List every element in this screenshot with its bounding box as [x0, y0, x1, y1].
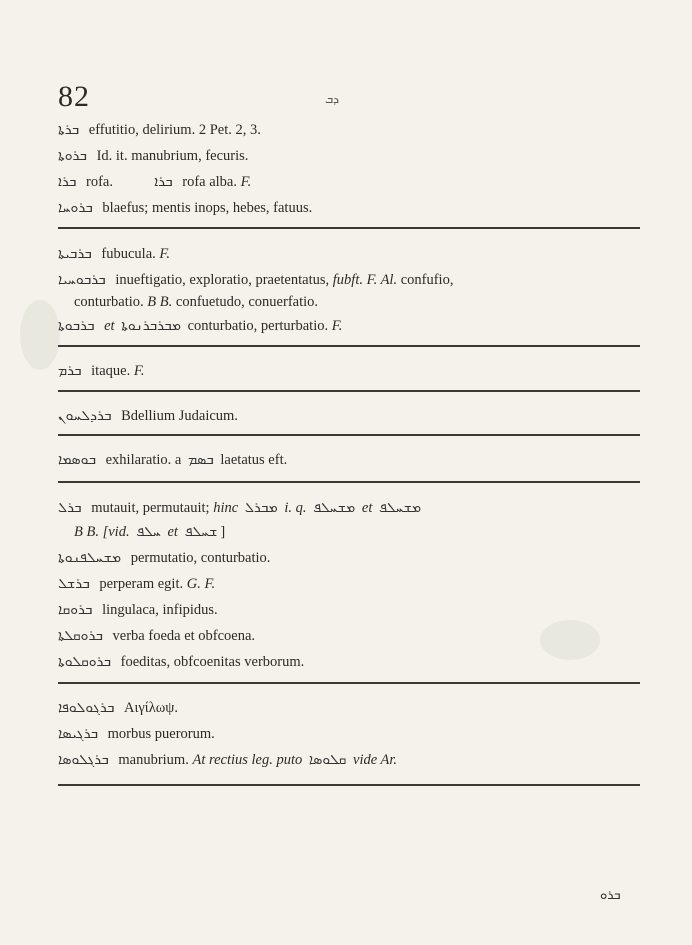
syriac-headword: ܩܠܘܣܐ: [308, 752, 347, 768]
entry-definition: exhilaratio. a: [105, 452, 182, 468]
syriac-headword: ܒܪܬܐ: [58, 122, 80, 138]
syriac-headword: ܒܪܒܘܬܐ: [58, 318, 95, 334]
syriac-headword: ܒܪܡ: [58, 363, 82, 379]
source-abbrev: B B. [vid.: [74, 524, 130, 540]
syriac-headword: ܒܪܘܚܐ: [58, 200, 93, 216]
dictionary-entry-continuation: [74, 522, 654, 542]
source-abbrev: vide Ar.: [353, 752, 398, 768]
entry-definition: Bdellium Judaicum.: [121, 408, 238, 424]
dictionary-entry: [58, 316, 638, 336]
syriac-headword: ܒܪܘܬܐ: [58, 148, 87, 164]
entry-definition: permutatio, conturbatio.: [130, 550, 271, 566]
source-abbrev: F.: [133, 363, 145, 379]
dictionary-entry: [58, 548, 638, 568]
dictionary-entry: [58, 724, 638, 744]
entry-definition: rofa alba.: [182, 174, 237, 190]
syriac-headword: ܒܪܓܠܘܣܐ: [58, 752, 109, 768]
source-abbrev: hinc: [213, 500, 239, 516]
syriac-headword: ܒܪܘܩܐ: [58, 602, 93, 618]
entry-definition: laetatus eft.: [220, 452, 288, 468]
syriac-headword: ܒܪܘܩܠܘܬܐ: [58, 654, 112, 670]
source-abbrev: At rectius leg. puto: [192, 752, 303, 768]
source-abbrev: G. F.: [186, 576, 216, 592]
dictionary-entry: [58, 750, 638, 770]
source-abbrev: B B.: [147, 294, 173, 310]
syriac-headword: ܡܒܪܠ: [244, 500, 278, 516]
syriac-headword: ܒܪܐ: [154, 174, 173, 190]
entry-definition: lingulaca, infipidus.: [102, 602, 218, 618]
page-stain: [20, 300, 60, 370]
section-rule: [58, 481, 640, 483]
entry-definition: fubucula.: [101, 246, 156, 262]
conjunction: et: [104, 318, 115, 334]
entry-definition: conturbatio, perturbatio.: [187, 318, 329, 334]
section-rule: [58, 345, 640, 347]
entry-definition: Αιγίλωψ.: [124, 700, 178, 716]
entry-definition: inueftigatio, exploratio, praetentatus,: [115, 272, 330, 288]
syriac-headword: ܒܘܣܡܐ: [58, 452, 96, 468]
syriac-headword: ܡܫܚܠܦ: [313, 500, 356, 516]
syriac-headword: ܒܪܓܘܠܘܦܐ: [58, 700, 115, 716]
dictionary-entry: [58, 270, 638, 290]
dictionary-entry: [58, 198, 638, 218]
source-abbrev: i. q.: [284, 500, 307, 516]
syriac-headword: ܡܒܪܒܪܢܘܬܐ: [121, 318, 181, 334]
syriac-headword: ܒܪܕܠܚܘܢ: [58, 408, 112, 424]
page-number: 82: [58, 80, 90, 113]
dictionary-entry: [58, 498, 638, 518]
syriac-headword: ܡܫܚܠܦܢܘܬܐ: [58, 550, 122, 566]
syriac-headword: ܒܪܐ: [58, 174, 77, 190]
syriac-headword: ܚܠܦ: [136, 524, 161, 540]
source-abbrev: F.: [159, 246, 171, 262]
dictionary-entry: [58, 361, 638, 381]
dictionary-entry-continuation: [74, 292, 654, 312]
entry-definition: rofa.: [86, 174, 113, 190]
syriac-headword: ܫܚܠܦ: [184, 524, 218, 540]
dictionary-entry: [58, 172, 638, 192]
entry-definition: Id. it. manubrium, fecuris.: [96, 148, 249, 164]
source-abbrev: fubft. F. Al.: [332, 272, 398, 288]
syriac-headword: ܒܪܒܘܚܝܐ: [58, 272, 106, 288]
dictionary-entry: [58, 626, 638, 646]
entry-definition: blaefus; mentis inops, hebes, fatuus.: [102, 200, 313, 216]
entry-definition: conturbatio.: [74, 294, 144, 310]
section-rule: [58, 682, 640, 684]
syriac-headword: ܒܪܓܝܣܐ: [58, 726, 99, 742]
syriac-headword: ܒܪܒܝܬܐ: [58, 246, 92, 262]
section-rule: [58, 390, 640, 392]
catchword: ܒܪܘ: [600, 888, 621, 903]
entry-definition: effutitio, delirium. 2 Pet. 2, 3.: [88, 122, 261, 138]
dictionary-entry: [58, 146, 638, 166]
running-head: ܕܒ: [325, 92, 340, 106]
dictionary-entry: [58, 450, 638, 470]
entry-definition: verba foeda et obfcoena.: [112, 628, 256, 644]
syriac-headword: ܒܣܡ: [187, 452, 214, 468]
entry-definition: itaque.: [91, 363, 131, 379]
syriac-headword: ܒܪܫܠ: [58, 576, 90, 592]
conjunction: et: [361, 500, 373, 516]
entry-definition: mutauit, permutauit;: [91, 500, 210, 516]
dictionary-entry: [58, 406, 638, 426]
section-rule: [58, 227, 640, 229]
dictionary-entry: [58, 574, 638, 594]
source-abbrev: F.: [240, 174, 252, 190]
dictionary-entry: [58, 600, 638, 620]
dictionary-entry: [58, 698, 638, 718]
entry-definition: morbus puerorum.: [107, 726, 215, 742]
syriac-headword: ܒܪܠ: [58, 500, 82, 516]
source-abbrev: F.: [331, 318, 343, 334]
dictionary-entry: [58, 652, 638, 672]
section-rule: [58, 784, 640, 786]
entry-definition: perperam egit.: [99, 576, 184, 592]
dictionary-entry: [58, 244, 638, 264]
entry-definition: confuetudo, conuerfatio.: [175, 294, 319, 310]
conjunction: et: [167, 524, 178, 540]
section-rule: [58, 434, 640, 436]
syriac-headword: ܡܫܚܠܦ: [378, 500, 422, 516]
bracket-close: ]: [220, 524, 226, 540]
entry-definition: foeditas, obfcoenitas verborum.: [120, 654, 305, 670]
entry-definition: confufio,: [400, 272, 454, 288]
entry-definition: manubrium.: [118, 752, 189, 768]
syriac-headword: ܒܪܘܩܠܬܐ: [58, 628, 103, 644]
dictionary-entry: [58, 120, 638, 140]
